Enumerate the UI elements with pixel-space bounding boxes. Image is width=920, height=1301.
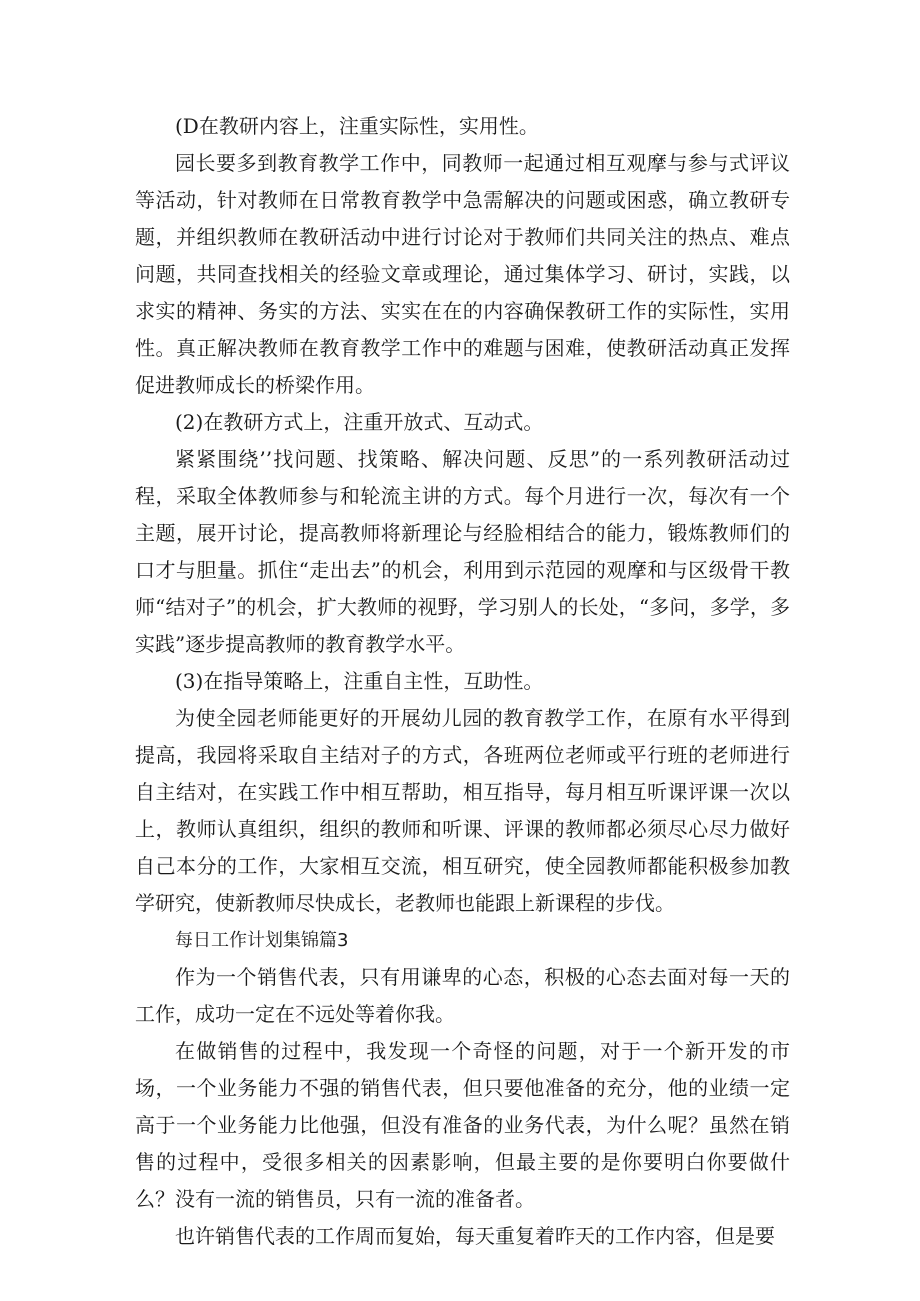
paragraph-sales-attitude: 作为一个销售代表，只有用谦卑的心态，积极的心态去面对每一天的工作，成功一定在不远处等着你我。: [135, 965, 790, 1026]
document-body: [135, 108, 790, 1255]
paragraph-sales-routine: 也许销售代表的工作周而复始，每天重复着昨天的工作内容，但是要: [175, 1224, 775, 1248]
paragraph-teacher-pairing: 为使全园老师能更好的开展幼儿园的教育教学工作，在原有水平得到提高，我园将采取自主结对子的方式，各班两位老师或平行班的老师进行自主结对，在实践工作中相互帮助，相互指导，每月相互听课评课一次以上，教师认真组织，组织的教师和听课、评课的教师都必须尽心尽力做好自己本分的工作，大家相互交流，相互研究，使全园教师都能积极参加教学研究，使新教师尽快成长，老教师也能跟上新课程的步伐。: [135, 706, 790, 915]
paragraph-research-activities: 紧紧围绕’’找问题、找策略、解决问题、反思”的一系列教研活动过程，采取全体教师参与和轮流主讲的方式。每个月进行一次，每次有一个主题，展开讨论，提高教师将新理论与经脸相结合的能力，锻炼教师们的口才与胆量。抓住“走出去”的机会，利用到示范园的观摩和与区级骨干教师“结对子”的机会，扩大教师的视野，学习别人的长处，“多问，多学，多实践”逐步提高教师的教育教学水平。: [135, 447, 790, 656]
paragraph-guidance-strategy: (3)在指导策略上，注重自主性，互助性。: [175, 669, 544, 693]
paragraph-director-role: 园长要多到教育教学工作中，同教师一起通过相互观摩与参与式评议等活动，针对教师在日常教育教学中急需解决的问题或困惑，确立教研专题，并组织教师在教研活动中进行讨论对于教师们共同关注的热点、难点问题，共同查找相关的经验文章或理论，通过集体学习、研讨，实践，以求实的精神、务实的方法、实实在在的内容确保教研工作的实际性，实用性。真正解决教师在教育教学工作中的难题与困难，使教研活动真正发挥促进教师成长的桥梁作用。: [135, 151, 790, 397]
paragraph-research-method: (2)在教研方式上，注重开放式、互动式。: [175, 410, 544, 434]
paragraph-sales-preparation: 在做销售的过程中，我发现一个奇怪的问题，对于一个新开发的市场，一个业务能力不强的销售代表，但只要他准备的充分，他的业绩一定高于一个业务能力比他强，但没有准备的业务代表，为什么呢？虽然在销售的过程中，受很多相关的因素影响，但最主要的是你要明白你要做什么？没有一流的销售员，只有一流的准备者。: [135, 1039, 790, 1211]
paragraph-research-content: (D在教研内容上，注重实际性，实用性。: [175, 114, 539, 138]
section-heading: 每日工作计划集锦篇3: [175, 930, 349, 951]
